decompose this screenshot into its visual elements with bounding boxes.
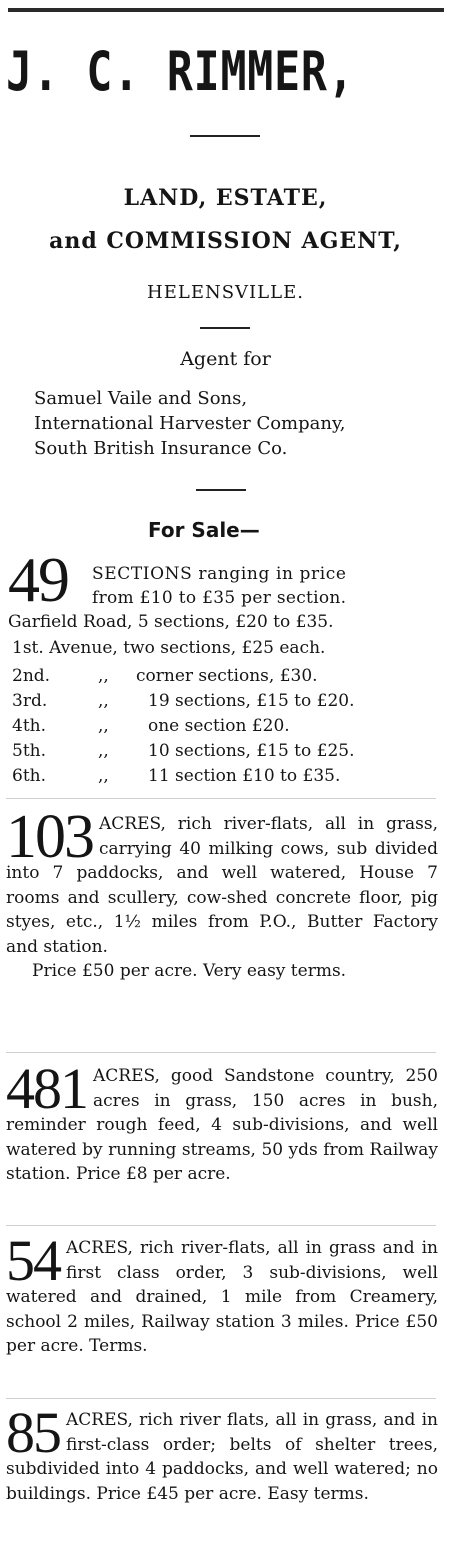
row-ditto: ,, — [98, 691, 109, 711]
row-ditto: ,, — [98, 666, 109, 686]
row-ordinal: 3rd. — [12, 691, 48, 711]
listing-text: ACRES, rich river flats, all in grass, and in first-class order; belts of shelter trees, subdivided into 4 paddocks, and well watered; no buildings. Price £45 per acre. Easy terms. — [6, 1410, 438, 1504]
listing-line: 1st. Avenue, two sections, £25 each. — [12, 638, 326, 658]
row-ordinal: 4th. — [12, 716, 46, 736]
heading-line-2: and COMMISSION AGENT, — [49, 228, 402, 254]
short-rule — [196, 489, 246, 491]
agent-companies — [34, 386, 345, 461]
row-description: 11 section £10 to £35. — [148, 766, 341, 786]
company-name: South British Insurance Co. — [34, 438, 288, 459]
row-ditto: ,, — [98, 766, 109, 786]
listing-divider — [6, 1398, 436, 1399]
listing-price: Price £50 per acre. Very easy terms. — [32, 961, 347, 981]
listing-divider — [6, 1225, 436, 1226]
listing-85-acres — [6, 1400, 438, 1506]
listing-line: Garfield Road, 5 sections, £20 to £35. — [8, 612, 334, 632]
company-name: Samuel Vaile and Sons, — [34, 388, 248, 409]
location: HELENSVILLE. — [147, 282, 304, 303]
row-ditto: ,, — [98, 716, 109, 736]
listing-number: 49 — [8, 544, 68, 615]
row-description: 10 sections, £15 to £25. — [148, 741, 355, 761]
listing-number: 54 — [6, 1228, 60, 1293]
agent-heading: Agent for — [180, 348, 271, 370]
listing-number: 85 — [6, 1400, 60, 1465]
short-rule — [200, 327, 250, 329]
listing-line: from £10 to £35 per section. — [92, 588, 347, 608]
listing-481-acres — [6, 1056, 438, 1187]
row-description: 19 sections, £15 to £20. — [148, 691, 355, 711]
listing-line: SECTIONS ranging in price — [92, 564, 347, 584]
for-sale-heading: For Sale— — [148, 518, 260, 542]
listing-103-acres — [6, 803, 438, 984]
row-ordinal: 5th. — [12, 741, 46, 761]
row-description: corner sections, £30. — [136, 666, 318, 686]
row-ditto: ,, — [98, 741, 109, 761]
top-border-rule — [8, 8, 444, 12]
company-name: International Harvester Company, — [34, 413, 346, 434]
listing-text: ACRES, rich river-flats, all in grass and in first class order, 3 sub-divisions, well watered and drained, 1 mile from Creamery, school 2 miles, Railway station 3 miles. Price £50 per acre. Terms. — [6, 1238, 438, 1356]
listing-divider — [6, 1052, 436, 1053]
listing-text: ACRES, rich river-flats, all in grass, carrying 40 milking cows, sub divided into 7 paddocks, and well watered, House 7 rooms and scullery, cow-shed concrete floor, pig styes, etc., 1½ miles from P.O., Butter Factory and station. — [6, 814, 438, 957]
listing-divider — [6, 798, 436, 799]
listing-number: 103 — [6, 803, 93, 871]
short-rule — [190, 135, 260, 137]
row-description: one section £20. — [148, 716, 290, 736]
advertiser-name: J. C. RIMMER, — [6, 40, 355, 103]
row-ordinal: 2nd. — [12, 666, 51, 686]
listing-number: 481 — [6, 1056, 87, 1121]
heading-line-1: LAND, ESTATE, — [123, 185, 328, 211]
row-ordinal: 6th. — [12, 766, 46, 786]
listing-text: ACRES, good Sandstone country, 250 acres in grass, 150 acres in bush, reminder rough feed, 4 sub-divisions, and well watered by running streams, 50 yds from Railway station. Price £8 per acre. — [6, 1066, 438, 1184]
listing-54-acres — [6, 1228, 438, 1359]
